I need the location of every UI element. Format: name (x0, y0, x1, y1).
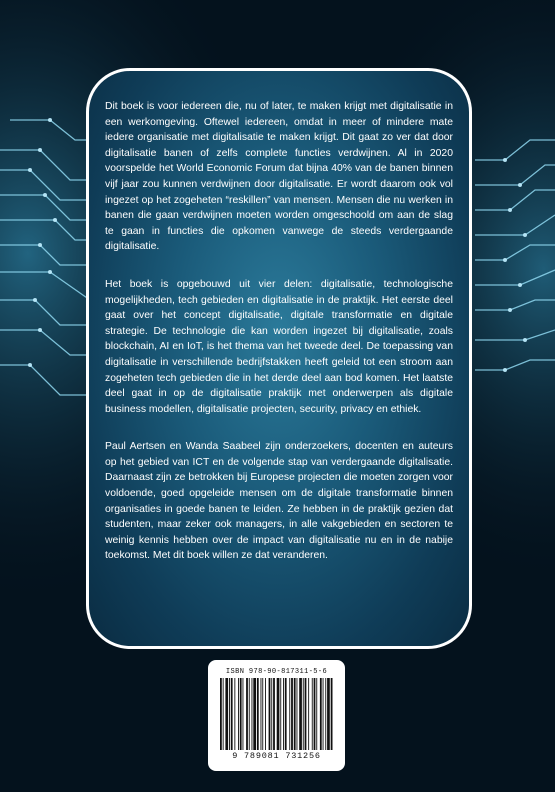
barcode-bar (246, 678, 248, 750)
text-panel (86, 68, 472, 649)
barcode-bar (283, 678, 284, 750)
barcode-bar (238, 678, 239, 750)
barcode-bar (269, 678, 271, 750)
barcode-bar (280, 678, 281, 750)
barcode-bar (299, 678, 302, 750)
barcode-bar (323, 678, 324, 750)
barcode-digits: 9 789081 731256 (232, 751, 321, 761)
barcode-bar (285, 678, 287, 750)
barcode-bar (289, 678, 290, 750)
barcode-bar (308, 678, 309, 750)
barcode-bar (303, 678, 304, 750)
barcode-bar (297, 678, 298, 750)
barcode-bar (243, 678, 244, 750)
barcode-bar (291, 678, 293, 750)
barcode-bar (331, 678, 333, 750)
barcode-bar (316, 678, 317, 750)
barcode-bar (294, 678, 296, 750)
barcode-bar (305, 678, 307, 750)
barcode-bar (327, 678, 330, 750)
barcode-bar (220, 678, 222, 750)
barcode-bar (277, 678, 280, 750)
barcode-bar (253, 678, 256, 750)
barcode-bar (257, 678, 259, 750)
barcode-bar (261, 678, 262, 750)
barcode-bar (225, 678, 228, 750)
barcode-bar (265, 678, 266, 750)
barcode-bar (262, 678, 263, 750)
barcode-bar (320, 678, 322, 750)
barcode-bar (234, 678, 235, 750)
barcode-bar (249, 678, 250, 750)
isbn-label: ISBN 978-90-817311-5-6 (225, 668, 328, 676)
barcode-bar (240, 678, 242, 750)
barcode-bar (252, 678, 253, 750)
barcode-bar (229, 678, 230, 750)
barcode-bar (231, 678, 233, 750)
barcode-bar (271, 678, 272, 750)
barcode-bars (218, 678, 335, 750)
structure-paragraph: Het boek is opgebouwd uit vier delen: digitalisatie, technologische mogelijkheden, tech gebieden en digitalisatie in de praktijk. Het eerste deel gaat over het concept digitalisatie, digitale transformatie en digitale strategie. De technologie die kan worden ingezet bij digitalisatie, zoals blockchain, AI en IoT, is het thema van het tweede deel. De toepassing van digitalisatie in verschillende bedrijfstakken heeft geleid tot een stroom aan zogeheten tech gebieden die in het derde deel aan bod komen. Het laatste deel gaat in op de digitalisatie praktijk met onderwerpen als digitale business modellen, digitalisatie projecten, security, privacy en ethiek. (105, 278, 453, 415)
barcode-bar (312, 678, 313, 750)
intro-paragraph: Dit boek is voor iedereen die, nu of later, te maken krijgt met digitalisatie in een werkomgeving. Oftewel iedereen, omdat in meer of mindere mate iedere organisatie met digitalisatie te maken krijgt. Dit gaat zo ver dat door digitalisatie banen of zelfs complete functies verdwijnen. Al in 2020 voorspelde het World Economic Forum dat bijna 40% van de banen binnen vijf jaar zou kunnen verdwijnen door digitalisatie. Er wordt daarom ook vol ingezet op het zogeheten “reskillen” van mensen. Mensen die nu werken in banen die gaan verdwijnen moeten worden omgeschoold om aan de slag te gaan in functies die opkomen vanwege de steeds verdergaande digitalisatie. (105, 101, 453, 253)
barcode-bar (223, 678, 224, 750)
barcode-bar (314, 678, 316, 750)
barcode-bar (273, 678, 275, 750)
authors-paragraph: Paul Aertsen en Wanda Saabeel zijn onderzoekers, docenten en auteurs op het gebied van ICT en de volgende stap van verdergaande digitalisatie. Daarnaast zijn ze betrokken bij Europese projecten die moeten zorgen voor voldoende, goed opgeleide mensen om de digitale transformatie binnen organisaties in goede banen te leiden. Ze hebben in de praktijk gezien dat studenten, maar zeker ook managers, in alle vakgebieden en sectoren te weinig kennis hebben over de impact van digitalisatie nu en in de nabije toekomst. Met dit boek willen ze dat veranderen. (105, 441, 453, 562)
barcode-bar (325, 678, 326, 750)
barcode (208, 660, 345, 771)
